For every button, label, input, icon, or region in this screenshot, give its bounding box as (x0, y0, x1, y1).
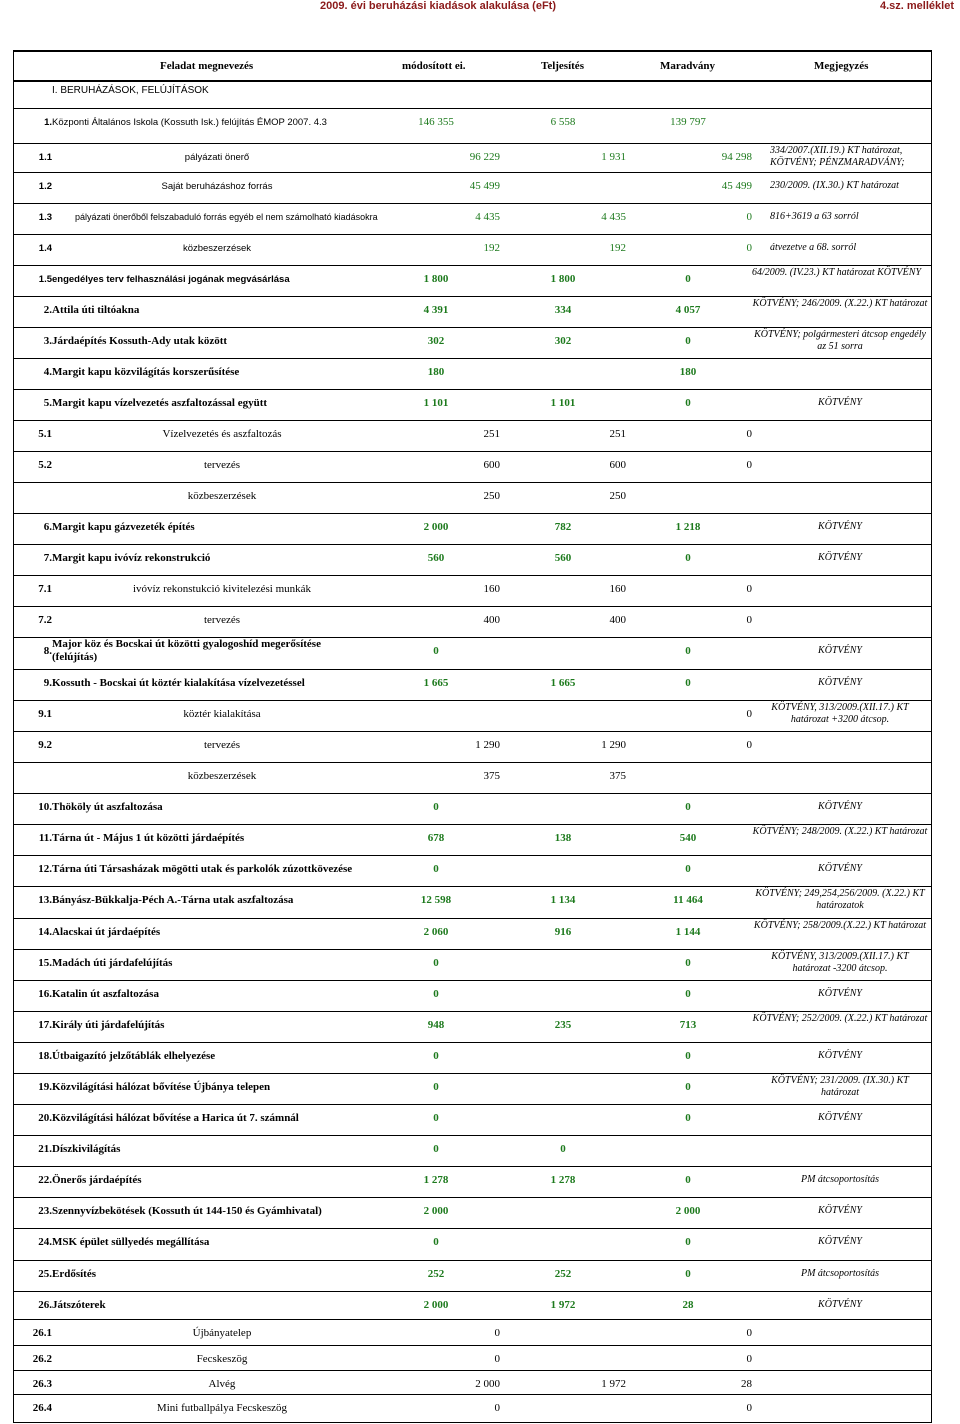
row-name: Margit kapu gázvezeték építés (52, 521, 195, 533)
row-number: 26.1 (32, 1327, 52, 1339)
remain-value: 713 (679, 1019, 697, 1031)
row-separator (13, 1166, 931, 1167)
done-value: 138 (554, 832, 572, 844)
col-header-note: Megjegyzés (814, 60, 869, 72)
row-number: 26.2 (32, 1353, 52, 1365)
row-name: Margit kapu közvilágítás korszerűsítése (52, 366, 240, 378)
row-name: közbeszerzések (182, 243, 252, 254)
row-separator (13, 358, 931, 359)
row-number: 9.2 (38, 739, 52, 751)
remain-value: 0 (746, 614, 752, 626)
row-number: 6. (43, 521, 52, 533)
row-separator (13, 108, 931, 109)
row-number: 7.2 (38, 614, 52, 626)
done-value: 1 972 (601, 1378, 626, 1390)
modified-value: 45 499 (469, 180, 500, 192)
row-note: KÖTVÉNY, 313/2009.(XII.17.) KT határozat -3200 átcsop. (771, 951, 909, 974)
row-note: PM átcsoportosítás (800, 1174, 880, 1185)
row-note: KÖTVÉNY (818, 1205, 862, 1216)
done-value: 1 290 (601, 739, 626, 751)
row-name: Vízelvezetés és aszfaltozás (162, 428, 282, 440)
done-value: 400 (609, 614, 626, 626)
row-number: 1. (44, 117, 52, 128)
row-number: 5.2 (38, 459, 52, 471)
row-number: 1.2 (38, 181, 52, 192)
row-note: KÖTVÉNY (818, 1050, 862, 1061)
remain-value: 11 464 (673, 894, 703, 906)
row-note: 816+3619 a 63 sorról (770, 211, 859, 222)
row-separator (13, 265, 931, 266)
row-number: 9.1 (38, 708, 52, 720)
row-note: KÖTVÉNY (818, 397, 862, 408)
row-name: Újbányatelep (192, 1327, 252, 1339)
row-name: közbeszerzések (187, 770, 257, 782)
row-name: Margit kapu ivóvíz rekonstrukció (52, 552, 211, 564)
remain-value: 0 (685, 645, 691, 657)
modified-value: 96 229 (469, 151, 500, 163)
done-value: 4 435 (601, 211, 626, 223)
remain-value: 0 (685, 1081, 691, 1093)
row-name: Tárna út - Május 1 út közötti járdaépítés (52, 832, 245, 844)
row-name: tervezés (203, 614, 241, 626)
row-name: Bányász-Bükkalja-Péch A.-Tárna utak aszfaltozása (52, 894, 294, 906)
row-separator (13, 544, 931, 545)
done-value: 1 101 (550, 397, 576, 409)
row-separator (13, 1228, 931, 1229)
row-note: KÖTVÉNY; polgármesteri átcsop engedély az 51 sorra (754, 329, 926, 352)
done-value: 782 (554, 521, 572, 533)
remain-value: 0 (685, 677, 691, 689)
row-separator (13, 327, 931, 328)
row-number: 26.4 (32, 1402, 52, 1414)
remain-value: 0 (746, 708, 752, 720)
modified-value: 1 665 (423, 677, 449, 689)
row-number: 20. (38, 1112, 52, 1124)
done-value: 560 (554, 552, 572, 564)
modified-value: 0 (433, 988, 439, 1000)
row-separator (13, 172, 931, 173)
modified-value: 146 355 (418, 116, 454, 128)
remain-value: 0 (685, 988, 691, 1000)
done-value: 302 (554, 335, 572, 347)
done-value: 334 (554, 304, 572, 316)
modified-value: 252 (427, 1268, 445, 1280)
remain-value: 0 (685, 335, 691, 347)
row-name: Közvilágítási hálózat bővítése Újbánya telepen (52, 1081, 271, 1093)
row-number: 13. (38, 894, 52, 906)
remain-value: 0 (685, 1236, 691, 1248)
row-number: 9. (43, 677, 52, 689)
row-name: Szennyvízbekötések (Kossuth út 144-150 és Gyámhivatal) (52, 1205, 322, 1217)
row-name: Alvég (208, 1378, 236, 1390)
row-note: PM átcsoportosítás (800, 1268, 880, 1279)
row-separator (13, 451, 931, 452)
row-note: KÖTVÉNY; 231/2009. (IX.30.) KT határozat (771, 1075, 909, 1098)
done-value: 1 800 (550, 273, 576, 285)
modified-value: 2 000 (423, 1299, 449, 1311)
modified-value: 250 (483, 490, 500, 502)
remain-value: 28 (682, 1299, 694, 1311)
remain-value: 0 (685, 801, 691, 813)
row-number: 5. (43, 397, 52, 409)
row-separator (13, 606, 931, 607)
row-name: Útbaigazító jelzőtáblák elhelyezése (52, 1050, 216, 1062)
done-value: 251 (609, 428, 626, 440)
row-note: 64/2009. (IV.23.) KT határozat KÖTVÉNY (752, 267, 922, 278)
remain-value: 0 (746, 1402, 752, 1414)
remain-value: 0 (685, 863, 691, 875)
modified-value: 302 (427, 335, 445, 347)
row-name: tervezés (203, 459, 241, 471)
row-separator (13, 1011, 931, 1012)
row-separator (13, 1319, 931, 1320)
modified-value: 678 (427, 832, 445, 844)
row-note: KÖTVÉNY; 246/2009. (X.22.) KT határozat (752, 298, 928, 309)
row-number: 26.3 (32, 1378, 52, 1390)
modified-value: 0 (433, 863, 439, 875)
table-top-border (13, 50, 931, 52)
modified-value: 2 000 (475, 1378, 500, 1390)
done-value: 1 665 (550, 677, 576, 689)
row-number: 12. (38, 863, 52, 875)
row-note: KÖTVÉNY (818, 677, 862, 688)
modified-value: 375 (483, 770, 500, 782)
row-number: 7.1 (38, 583, 52, 595)
remain-value: 2 000 (675, 1205, 701, 1217)
row-separator (13, 886, 931, 887)
row-name: Fecskeszög (196, 1353, 248, 1365)
remain-value: 0 (746, 1327, 752, 1339)
row-name: Játszóterek (52, 1299, 106, 1311)
remain-value: 139 797 (670, 116, 706, 128)
appendix-label: 4.sz. melléklet (880, 0, 954, 12)
row-note: KÖTVÉNY (818, 801, 862, 812)
modified-value: 0 (433, 1112, 439, 1124)
done-value: 252 (554, 1268, 572, 1280)
row-number: 17. (38, 1019, 52, 1031)
remain-value: 180 (679, 366, 697, 378)
modified-value: 0 (433, 1143, 439, 1155)
modified-value: 2 060 (423, 926, 449, 938)
row-note: KÖTVÉNY; 248/2009. (X.22.) KT határozat (752, 826, 928, 837)
row-number: 26. (38, 1299, 52, 1311)
row-separator (13, 143, 931, 144)
row-note: KÖTVÉNY (818, 863, 862, 874)
row-separator (13, 762, 931, 763)
row-note: 334/2007.(XII.19.) KT határozat, KÖTVÉNY; PÉNZMARADVÁNY; (770, 145, 905, 168)
col-header-remain: Maradvány (660, 60, 715, 72)
modified-value: 0 (433, 1236, 439, 1248)
row-number: 21. (38, 1143, 52, 1155)
row-name: közbeszerzések (187, 490, 257, 502)
row-note: KÖTVÉNY; 258/2009.(X.22.) KT határozat (753, 920, 927, 931)
page-title: 2009. évi beruházási kiadások alakulása (eFt) (320, 0, 557, 12)
modified-value: 0 (494, 1353, 500, 1365)
modified-value: 400 (483, 614, 500, 626)
modified-value: 0 (433, 801, 439, 813)
remain-value: 0 (685, 1174, 691, 1186)
row-name: engedélyes terv felhasználási jogának megvásárlása (52, 274, 290, 285)
row-number: 1.1 (38, 152, 52, 163)
row-name: Alacskai út járdaépítés (52, 926, 161, 938)
row-note: KÖTVÉNY; 249,254,256/2009. (X.22.) KT határozatok (755, 888, 925, 911)
modified-value: 0 (494, 1327, 500, 1339)
row-note: KÖTVÉNY (818, 521, 862, 532)
remain-value: 0 (746, 211, 752, 223)
modified-value: 1 800 (423, 273, 449, 285)
modified-value: 2 000 (423, 521, 449, 533)
row-name: Margit kapu vízelvezetés aszfaltozással együtt (52, 397, 268, 409)
col-header-task: Feladat megnevezés (160, 60, 254, 72)
row-separator (13, 1197, 931, 1198)
row-number: 15. (38, 957, 52, 969)
modified-value: 1 290 (475, 739, 500, 751)
row-number: 14. (38, 926, 52, 938)
row-name: Önerős járdaépítés (52, 1174, 142, 1186)
row-number: 4. (43, 366, 52, 378)
row-separator (13, 1104, 931, 1105)
row-name: Madách úti járdafelújítás (52, 957, 173, 969)
remain-value: 0 (685, 397, 691, 409)
modified-value: 0 (433, 957, 439, 969)
row-name: Tárna úti Társasházak mögötti utak és parkolók zúzottkövezése (52, 863, 353, 875)
row-separator (13, 918, 931, 919)
row-number: 22. (38, 1174, 52, 1186)
done-value: 375 (609, 770, 626, 782)
row-separator (13, 980, 931, 981)
row-number: 25. (38, 1268, 52, 1280)
row-name: pályázati önerő (184, 152, 250, 163)
row-separator (13, 389, 931, 390)
section-heading: I. BERUHÁZÁSOK, FELÚJÍTÁSOK (52, 85, 209, 96)
modified-value: 0 (433, 1081, 439, 1093)
remain-value: 4 057 (675, 304, 701, 316)
row-name: Központi Általános Iskola (Kossuth Isk.) felújítás ÉMOP 2007. 4.3 (52, 117, 327, 128)
row-separator (13, 700, 931, 701)
row-number: 1.3 (38, 212, 52, 223)
modified-value: 1 278 (423, 1174, 449, 1186)
remain-value: 0 (685, 957, 691, 969)
remain-value: 0 (746, 459, 752, 471)
row-name: Mini futballpálya Fecskeszög (156, 1402, 288, 1414)
row-separator (13, 1260, 931, 1261)
row-note: KÖTVÉNY (818, 1236, 862, 1247)
remain-value: 1 144 (675, 926, 701, 938)
row-name: pályázati önerőből felszabaduló forrás egyéb el nem számolható kiadásokra (75, 212, 378, 222)
done-value: 250 (609, 490, 626, 502)
modified-value: 251 (483, 428, 500, 440)
modified-value: 0 (433, 645, 439, 657)
modified-value: 12 598 (420, 894, 452, 906)
row-number: 7. (43, 552, 52, 564)
row-name: Attila úti tiltóakna (52, 304, 140, 316)
done-value: 916 (554, 926, 572, 938)
remain-value: 94 298 (721, 151, 752, 163)
row-separator (13, 1042, 931, 1043)
modified-value: 4 435 (475, 211, 500, 223)
row-name: Saját beruházáshoz forrás (161, 181, 273, 192)
row-separator (13, 1345, 931, 1346)
row-note: KÖTVÉNY (818, 1299, 862, 1310)
row-separator (13, 420, 931, 421)
row-separator (13, 855, 931, 856)
remain-value: 0 (685, 273, 691, 285)
row-number: 23. (38, 1205, 52, 1217)
modified-value: 192 (483, 242, 500, 254)
modified-value: 0 (494, 1402, 500, 1414)
row-note: KÖTVÉNY (818, 988, 862, 999)
modified-value: 160 (483, 583, 500, 595)
row-number: 2. (43, 304, 52, 316)
row-number: 5.1 (38, 428, 52, 440)
remain-value: 0 (685, 1268, 691, 1280)
row-separator (13, 575, 931, 576)
row-separator (13, 1394, 931, 1395)
modified-value: 1 101 (423, 397, 449, 409)
row-name: Katalin út aszfaltozása (52, 988, 159, 1000)
row-name: MSK épület süllyedés megállítása (52, 1236, 210, 1248)
done-value: 1 278 (550, 1174, 576, 1186)
row-separator (13, 824, 931, 825)
row-separator (13, 203, 931, 204)
row-name: Erdősítés (52, 1268, 96, 1280)
row-separator (13, 1291, 931, 1292)
remain-value: 0 (685, 1050, 691, 1062)
modified-value: 4 391 (423, 304, 449, 316)
row-number: 10. (38, 801, 52, 813)
remain-value: 0 (746, 1353, 752, 1365)
row-separator (13, 234, 931, 235)
done-value: 1 972 (550, 1299, 576, 1311)
row-separator (13, 949, 931, 950)
row-name: Díszkivilágítás (52, 1143, 121, 1155)
remain-value: 45 499 (721, 180, 752, 192)
row-name: ivóvíz rekonstukció kivitelezési munkák (132, 583, 312, 595)
row-note: 230/2009. (IX.30.) KT határozat (770, 180, 899, 191)
col-header-done: Teljesítés (541, 60, 584, 72)
modified-value: 948 (427, 1019, 445, 1031)
remain-value: 1 218 (675, 521, 701, 533)
done-value: 160 (609, 583, 626, 595)
done-value: 600 (609, 459, 626, 471)
row-name: köztér kialakítása (183, 708, 261, 720)
row-number: 19. (38, 1081, 52, 1093)
row-name: Major köz és Bocskai út közötti gyalogoshíd megerősítése (felújítás) (52, 638, 321, 663)
row-separator (13, 1370, 931, 1371)
row-separator (13, 296, 931, 297)
row-name: Járdaépítés Kossuth-Ady utak között (52, 335, 228, 347)
done-value: 1 931 (601, 151, 626, 163)
header-bottom-border (13, 80, 931, 82)
done-value: 0 (560, 1143, 566, 1155)
modified-value: 2 000 (423, 1205, 449, 1217)
modified-value: 180 (427, 366, 445, 378)
row-separator (13, 1135, 931, 1136)
done-value: 1 134 (550, 894, 576, 906)
row-separator (13, 482, 931, 483)
row-note: KÖTVÉNY (818, 552, 862, 563)
col-header-modified: módosított ei. (402, 60, 466, 72)
remain-value: 0 (746, 739, 752, 751)
row-number: 3. (43, 335, 52, 347)
modified-value: 560 (427, 552, 445, 564)
modified-value: 0 (433, 1050, 439, 1062)
row-note: KÖTVÉNY (818, 1112, 862, 1123)
row-number: 24. (38, 1236, 52, 1248)
row-separator (13, 513, 931, 514)
remain-value: 540 (679, 832, 697, 844)
row-separator (13, 669, 931, 670)
remain-value: 0 (746, 428, 752, 440)
done-value: 235 (554, 1019, 572, 1031)
row-separator (13, 1073, 931, 1074)
row-name: Kossuth - Bocskai út köztér kialakítása vízelvezetéssel (52, 677, 305, 689)
row-name: Thököly út aszfaltozása (52, 801, 163, 813)
row-number: 11. (38, 832, 52, 844)
remain-value: 0 (746, 242, 752, 254)
row-name: tervezés (203, 739, 241, 751)
remain-value: 28 (741, 1378, 752, 1390)
row-note: KÖTVÉNY, 313/2009.(XII.17.) KT határozat +3200 átcsop. (771, 702, 909, 725)
remain-value: 0 (746, 583, 752, 595)
row-separator (13, 793, 931, 794)
remain-value: 0 (685, 552, 691, 564)
done-value: 192 (609, 242, 626, 254)
row-number: 1.5 (38, 274, 52, 285)
row-number: 18. (38, 1050, 52, 1062)
remain-value: 0 (685, 1112, 691, 1124)
row-name: Közvilágítási hálózat bővítése a Harica út 7. számnál (52, 1112, 299, 1124)
done-value: 6 558 (550, 116, 576, 128)
row-number: 1.4 (38, 243, 52, 254)
row-note: átvezetve a 68. sorról (770, 242, 857, 253)
row-number: 8. (43, 645, 52, 657)
row-name: Király úti járdafelújítás (52, 1019, 165, 1031)
row-separator (13, 731, 931, 732)
modified-value: 600 (483, 459, 500, 471)
row-note: KÖTVÉNY (818, 645, 862, 656)
row-number: 16. (38, 988, 52, 1000)
row-note: KÖTVÉNY; 252/2009. (X.22.) KT határozat (752, 1013, 928, 1024)
